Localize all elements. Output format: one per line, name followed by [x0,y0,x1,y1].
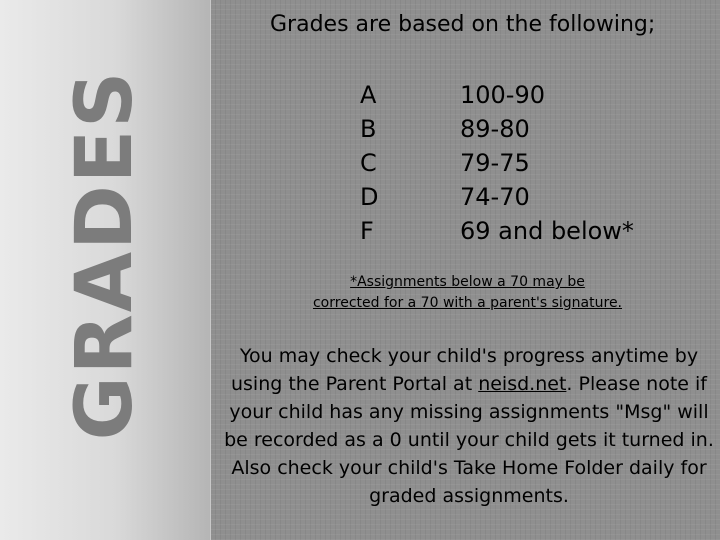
footnote-line-1: *Assignments below a 70 may be [350,274,585,290]
grade-scale [360,78,634,248]
grade-row-d [360,180,634,214]
grade-row-c [360,146,634,180]
grade-row-f [360,214,634,248]
neisd-link[interactable]: neisd.net [478,373,567,395]
left-title-panel [0,0,211,540]
footnote-line-2: corrected for a 70 with a parent's signature. [312,295,623,311]
message-text-start: You may check your child's progress anytime by using the Parent Portal at [230,345,699,395]
parent-portal-message [224,342,714,510]
grade-letter: A [360,81,377,109]
grade-range: 100-90 [460,81,546,109]
footnote [300,272,635,314]
grade-range: 79-75 [460,149,530,177]
message-text-end: . Please note if your child has any missing assignments "Msg" will be recorded as a 0 until your child gets it turned in. Also check your child's Take Home Folder daily for graded assignments. [224,373,714,507]
grade-letter: C [360,149,377,177]
grade-range: 69 and below* [460,217,634,245]
grade-row-b [360,112,634,146]
grade-letter: B [360,115,377,143]
grade-range: 89-80 [460,115,530,143]
grade-letter: F [360,217,374,245]
grade-range: 74-70 [460,183,530,211]
grade-row-a [360,78,634,112]
grade-letter: D [360,183,379,211]
intro-text: Grades are based on the following; [270,12,656,37]
slide-title: GRADES [60,69,150,441]
